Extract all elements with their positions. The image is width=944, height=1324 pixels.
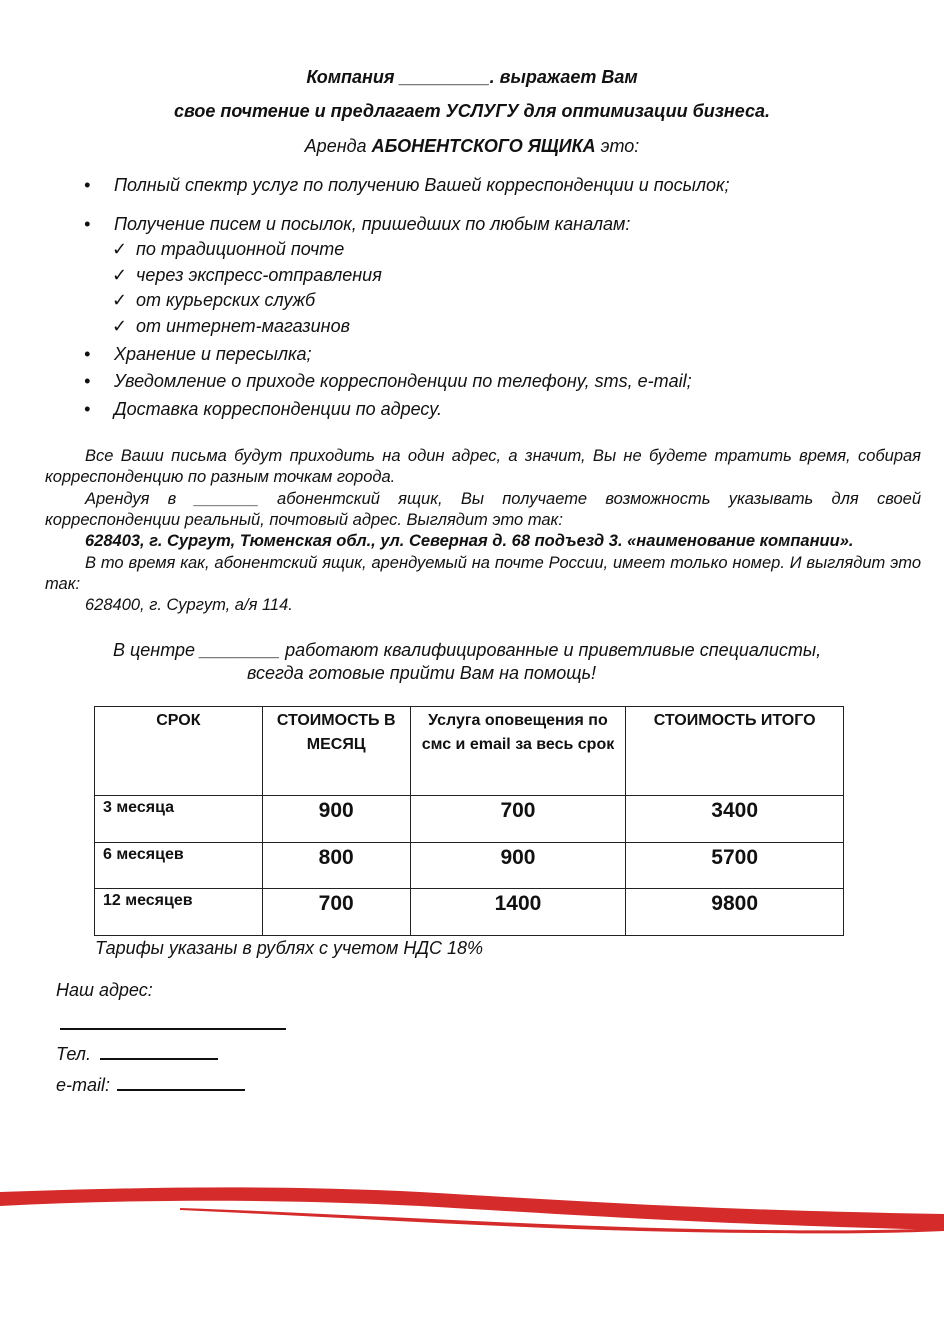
- checkmark-icon: ✓: [112, 265, 128, 285]
- paragraph-russian-post: В то время как, абонентский ящик, арендуемый на почте России, имеет только номер. И выглядит это так:: [45, 554, 921, 593]
- header-line-3-prefix: Аренда: [304, 136, 372, 156]
- list-item-text: Уведомление о приходе корреспонденции по телефону, sms, e-mail;: [114, 371, 692, 391]
- bullet-icon: •: [84, 399, 91, 419]
- real-address: 628403, г. Сургут, Тюменская обл., ул. Северная д. 68 подъезд 3. «наименование компании».: [85, 532, 854, 550]
- channel-item: [112, 290, 315, 311]
- phone-line: [56, 1040, 218, 1065]
- header-line-1: Компания _________. выражает Вам: [306, 67, 638, 87]
- channel-item: [112, 265, 382, 286]
- specialists-line-2: всегда готовые прийти Вам на помощь!: [247, 663, 597, 683]
- table-cell: 800: [262, 843, 410, 889]
- specialists-line-1: В центре ________ работают квалифицированные и приветливые специалисты,: [113, 640, 822, 660]
- list-item: [84, 214, 630, 235]
- email-blank-line: [117, 1071, 245, 1091]
- list-item-text: Хранение и пересылка;: [114, 344, 312, 364]
- table-header-row: [95, 707, 844, 796]
- tariff-note: Тарифы указаны в рублях с учетом НДС 18%: [95, 938, 484, 958]
- table-cell: 700: [410, 796, 626, 843]
- table-cell: 12 месяцев: [95, 889, 263, 936]
- list-item: [84, 371, 692, 392]
- channel-item: [112, 239, 344, 260]
- checkmark-icon: ✓: [112, 239, 128, 259]
- table-cell: 900: [410, 843, 626, 889]
- header-line-3-bold: АБОНЕНТСКОГО ЯЩИКА: [371, 136, 596, 156]
- decorative-red-wave: [0, 1170, 944, 1260]
- table-cell: 3 месяца: [95, 796, 263, 843]
- header-line-3-suffix: это:: [595, 136, 640, 156]
- list-item: [84, 399, 442, 420]
- pobox-address: 628400, г. Сургут, а/я 114.: [85, 596, 293, 614]
- bullet-icon: •: [84, 371, 91, 391]
- header-line-3: [0, 136, 944, 157]
- table-cell: 3400: [626, 796, 844, 843]
- table-row: [95, 889, 844, 936]
- bullet-icon: •: [84, 344, 91, 364]
- email-label: e-mail:: [56, 1075, 111, 1095]
- list-item: [84, 344, 312, 365]
- checkmark-icon: ✓: [112, 316, 128, 336]
- table-row: [95, 843, 844, 889]
- paragraph-one-address: Все Ваши письма будут приходить на один адрес, а значит, Вы не будете тратить время, собирая корреспонденцию по разным точкам города.: [45, 447, 921, 486]
- table-cell: 900: [262, 796, 410, 843]
- column-header-notification: Услуга оповещения по смс и email за весь срок: [410, 707, 626, 796]
- list-item: [84, 175, 730, 196]
- bullet-icon: •: [84, 175, 91, 195]
- tariffs-table: [94, 706, 844, 936]
- list-item-text: Полный спектр услуг по получению Вашей корреспонденции и посылок;: [114, 175, 730, 195]
- channel-item-text: от интернет-магазинов: [136, 316, 350, 336]
- header-line-2: свое почтение и предлагает УСЛУГУ для оптимизации бизнеса.: [173, 101, 771, 121]
- phone-blank-line: [100, 1040, 218, 1060]
- table-cell: 5700: [626, 843, 844, 889]
- table-cell: 9800: [626, 889, 844, 936]
- channel-item-text: по традиционной почте: [136, 239, 345, 259]
- address-blank-line: [60, 1028, 286, 1030]
- channel-item: [112, 316, 350, 337]
- phone-label: Тел.: [56, 1044, 91, 1064]
- table-cell: 700: [262, 889, 410, 936]
- table-cell: 6 месяцев: [95, 843, 263, 889]
- checkmark-icon: ✓: [112, 290, 128, 310]
- column-header-monthly-cost: СТОИМОСТЬ В МЕСЯЦ: [262, 707, 410, 796]
- table-cell: 1400: [410, 889, 626, 936]
- paragraph-rent-box: Арендуя в _______ абонентский ящик, Вы получаете возможность указывать для своей корреспонденции реальный, почтовый адрес. Выглядит это так:: [45, 490, 921, 529]
- address-label: Наш адрес:: [56, 980, 153, 1000]
- column-header-total: СТОИМОСТЬ ИТОГО: [626, 707, 844, 796]
- channel-item-text: от курьерских служб: [136, 290, 316, 310]
- column-header-term: СРОК: [95, 707, 263, 796]
- list-item-text: Получение писем и посылок, пришедших по любым каналам:: [114, 214, 631, 234]
- email-line: [56, 1071, 245, 1096]
- bullet-icon: •: [84, 214, 91, 234]
- channel-item-text: через экспресс-отправления: [136, 265, 382, 285]
- table-row: [95, 796, 844, 843]
- list-item-text: Доставка корреспонденции по адресу.: [114, 399, 443, 419]
